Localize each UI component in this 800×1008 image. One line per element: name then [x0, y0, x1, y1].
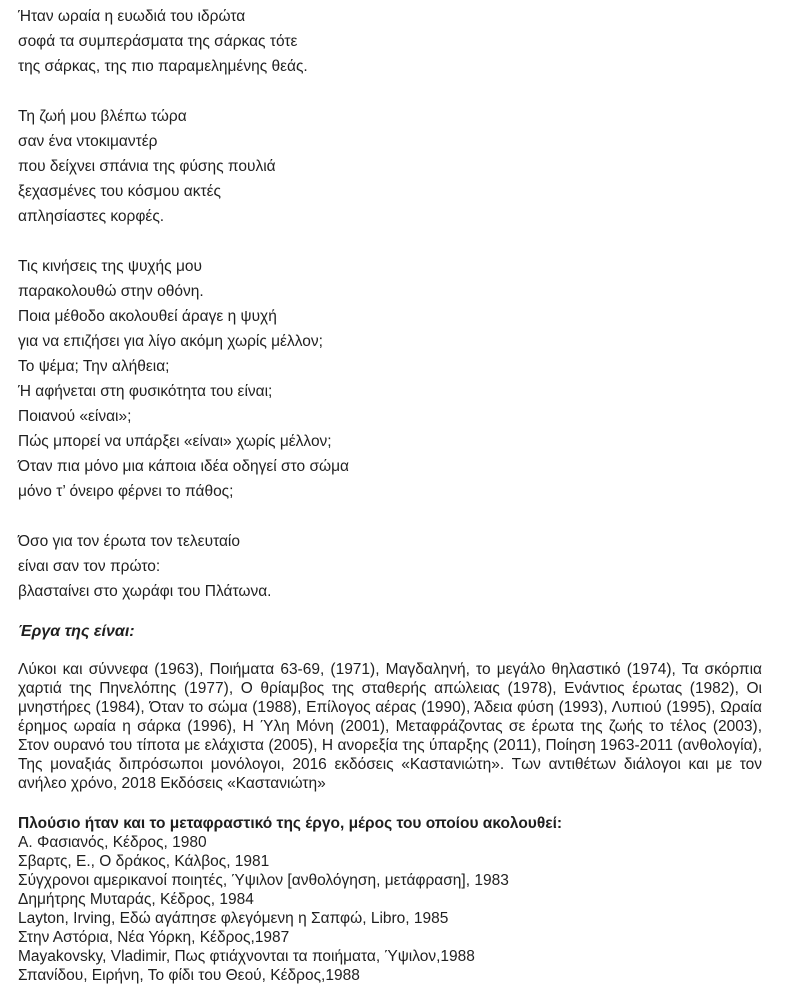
list-item: Mayakovsky, Vladimir, Πως φτιάχνονται τα ποιήματα, Ύψιλον,1988	[18, 948, 475, 965]
poem-stanza-1	[18, 4, 718, 79]
poem-stanza-3	[18, 254, 718, 504]
poem-line: Ποιανού «είναι»;	[18, 408, 132, 425]
list-item: Σπανίδου, Ειρήνη, Το φίδι του Θεού, Κέδρος,1988	[18, 967, 360, 984]
poem-line: σαν ένα ντοκιμαντέρ	[18, 133, 158, 150]
list-item: Στην Αστόρια, Νέα Υόρκη, Κέδρος,1987	[18, 929, 290, 946]
poem-line: για να επιζήσει για λίγο ακόμη χωρίς μέλλον;	[18, 333, 323, 350]
poem-line: βλασταίνει στο χωράφι του Πλάτωνα.	[18, 583, 272, 600]
poem-line: Ποια μέθοδο ακολουθεί άραγε η ψυχή	[18, 308, 277, 325]
poem-line: Ήταν ωραία η ευωδιά του ιδρώτα	[18, 8, 246, 25]
poem-line: μόνο τ’ όνειρο φέρνει το πάθος;	[18, 483, 234, 500]
poem-line: παρακολουθώ στην οθόνη.	[18, 283, 204, 300]
translations-heading: Πλούσιο ήταν και το μεταφραστικό της έργο, μέρος του οποίου ακολουθεί:	[18, 815, 563, 832]
translations-list	[18, 833, 509, 985]
works-paragraph: Λύκοι και σύννεφα (1963), Ποιήματα 63-69, (1971), Μαγδαληνή, το μεγάλο θηλαστικό (1974), Τα σκόρπια χαρτιά της Πηνελόπης (1977), Ο θρίαμβος της σταθερής απώλειας (1978), Ενάντιος έρωτας (1982), Οι μνηστήρες (1984), Όταν το σώμα (1988), Επίλογος αέρας (1990), Άδεια φύση (1993), Λυπιού (1995), Ωραία έρημος ωραία η σάρκα (1996), Η Ύλη Μόνη (2001), Μεταφράζοντας σε έρωτα της ζωής το τέλος (2003), Στον ουρανό του τίποτα με ελάχιστα (2005), Η ανορεξία της ύπαρξης (2011), Ποίηση 1963-2011 (ανθολογία), Της μοναξιάς διπρόσωποι μονόλογοι, 2016 εκδόσεις «Καστανιώτη». Των αντιθέτων διάλογοι και με τον ανήλεο χρόνο, 2018 Εκδόσεις «Καστανιώτη»	[18, 661, 762, 792]
list-item: Δημήτρης Μυταράς, Κέδρος, 1984	[18, 891, 254, 908]
list-item: Σύγχρονοι αμερικανοί ποιητές, Ύψιλον [ανθολόγηση, μετάφραση], 1983	[18, 872, 509, 889]
poem-stanza-4	[18, 529, 718, 604]
poem-line: είναι σαν τον πρώτο:	[18, 558, 161, 575]
poem-line: της σάρκας, της πιο παραμελημένης θεάς.	[18, 58, 308, 75]
list-item: Layton, Irving, Εδώ αγάπησε φλεγόμενη η Σαπφώ, Libro, 1985	[18, 910, 449, 927]
poem-line: απλησίαστες κορφές.	[18, 208, 165, 225]
poem-line: Όταν πια μόνο μια κάποια ιδέα οδηγεί στο σώμα	[18, 458, 350, 475]
poem-line: σοφά τα συμπεράσματα της σάρκας τότε	[18, 33, 298, 50]
poem-line: Ή αφήνεται στη φυσικότητα του είναι;	[18, 383, 273, 400]
poem-line: Όσο για τον έρωτα τον τελευταίο	[18, 533, 240, 550]
poem-line: Τη ζωή μου βλέπω τώρα	[18, 108, 187, 125]
list-item: Α. Φασιανός, Κέδρος, 1980	[18, 834, 207, 851]
works-heading: Έργα της είναι:	[18, 623, 135, 640]
poem	[18, 4, 718, 629]
poem-line: Πώς μπορεί να υπάρξει «είναι» χωρίς μέλλον;	[18, 433, 332, 450]
poem-line: ξεχασμένες του κόσμου ακτές	[18, 183, 221, 200]
poem-line: Το ψέμα; Την αλήθεια;	[18, 358, 170, 375]
poem-stanza-2	[18, 104, 718, 229]
poem-line: Τις κινήσεις της ψυχής μου	[18, 258, 202, 275]
list-item: Σβαρτς, Ε., Ο δράκος, Κάλβος, 1981	[18, 853, 270, 870]
poem-line: που δείχνει σπάνια της φύσης πουλιά	[18, 158, 276, 175]
